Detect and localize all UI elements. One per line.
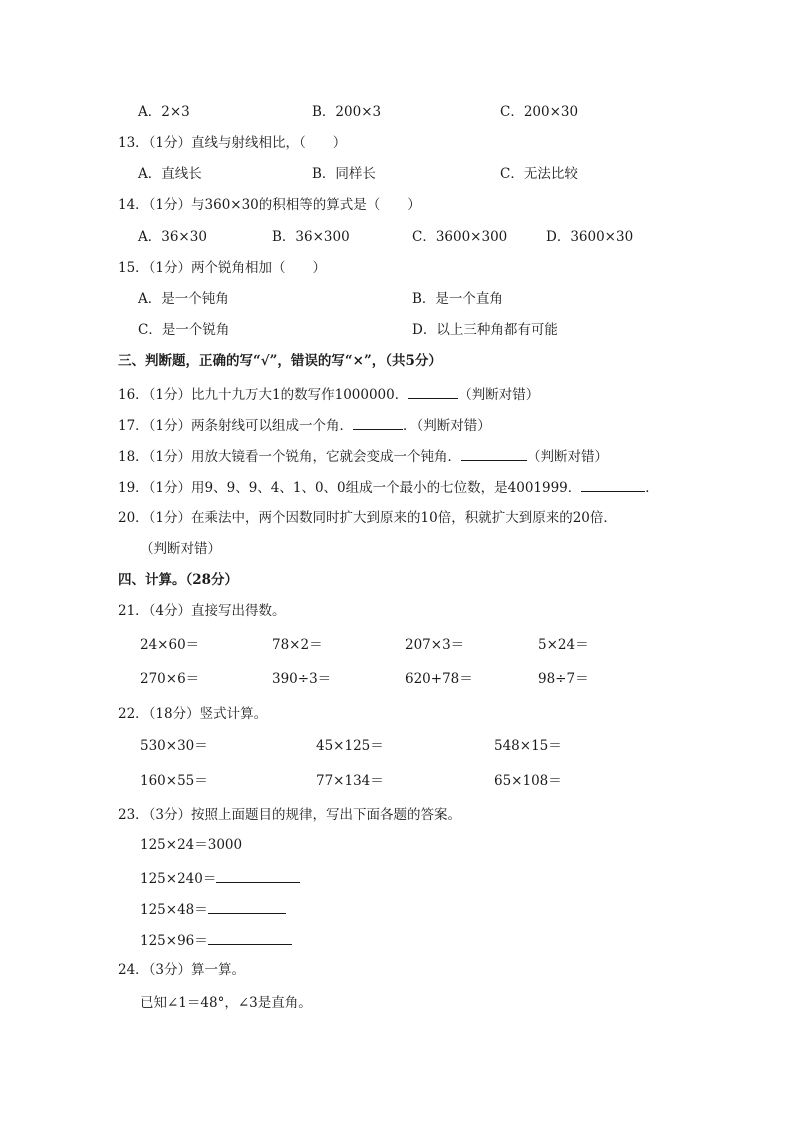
q17-answer-blank[interactable] [353,415,403,430]
section-4-heading: 四、计算。（28分） [118,572,239,588]
q21-item: 270×6＝ [140,671,200,687]
section-3-heading: 三、判断题，正确的写“√”，错误的写“×”，（共5分） [118,353,442,369]
q12-option-a: A．2×3 [138,104,190,120]
q15-stem: 15．（1分）两个锐角相加（ ） [118,260,327,276]
q16-text: 16．（1分）比九十九万大1的数写作1000000． [118,387,409,403]
q20-line-1: 20．（1分）在乘法中，两个因数同时扩大到原来的10倍，积就扩大到原来的20倍． [118,510,617,526]
q16 [118,384,539,404]
q13-option-b: B．同样长 [312,166,376,182]
q21-item: 207×3＝ [405,637,465,653]
q23-item-2 [140,899,286,919]
q18-answer-blank[interactable] [461,446,527,461]
q18-text: 18．（1分）用放大镜看一个锐角，它就会变成一个钝角． [118,449,462,465]
q21-item: 390÷3＝ [272,671,332,687]
q21-item: 5×24＝ [538,637,589,653]
q18 [118,446,608,466]
q19-text: 19．（1分）用9、9、9、4、1、0、0组成一个最小的七位数，是4001999． [118,480,582,496]
q21-item: 98÷7＝ [538,671,589,687]
q16-answer-blank[interactable] [408,384,458,399]
q12-option-c: C．200×30 [500,104,579,120]
q17-text: 17．（1分）两条射线可以组成一个角． [118,418,354,434]
q13-option-a: A．直线长 [138,166,202,182]
q22-item: 548×15＝ [494,738,562,754]
q17 [118,415,491,435]
q20-line-2: （判断对错） [140,541,221,557]
q18-suffix: （判断对错） [527,449,609,465]
q21-item: 24×60＝ [140,637,200,653]
q13-option-c: C．无法比较 [500,166,578,182]
q19-suffix: ． [645,480,659,496]
q23-example: 125×24＝3000 [140,837,243,853]
q22-item: 77×134＝ [316,773,384,789]
q14-option-a: A．36×30 [138,229,207,245]
q16-suffix: （判断对错） [458,387,540,403]
q23-item-text: 125×96＝ [140,933,208,949]
q22-item: 45×125＝ [316,738,384,754]
q23-item-1 [140,868,300,888]
q24-given: 已知∠1＝48°，∠3是直角。 [140,995,312,1011]
q14-option-d: D．3600×30 [546,229,634,245]
q22-item: 530×30＝ [140,738,208,754]
q19 [118,477,659,497]
q23-answer-blank[interactable] [208,930,292,945]
q21-stem: 21．（4分）直接写出得数。 [118,603,286,619]
q15-option-c: C．是一个锐角 [138,322,230,338]
q15-option-b: B．是一个直角 [412,291,503,307]
q23-answer-blank[interactable] [216,868,300,883]
q22-item: 160×55＝ [140,773,208,789]
q13-stem: 13．（1分）直线与射线相比，（ ） [118,135,347,151]
q14-option-c: C．3600×300 [412,229,508,245]
q15-option-d: D．以上三种角都有可能 [412,322,558,338]
q12-option-b: B．200×3 [312,104,382,120]
q21-item: 78×2＝ [272,637,323,653]
q19-answer-blank[interactable] [581,477,645,492]
q14-stem: 14．（1分）与360×30的积相等的算式是（ ） [118,197,421,213]
q14-option-b: B．36×300 [272,229,350,245]
q22-item: 65×108＝ [494,773,562,789]
q22-stem: 22．（18分）竖式计算。 [118,706,268,722]
q23-item-text: 125×240＝ [140,871,217,887]
q15-option-a: A．是一个钝角 [138,291,229,307]
q23-stem: 23．（3分）按照上面题目的规律，写出下面各题的答案。 [118,807,462,823]
q21-item: 620+78＝ [405,671,473,687]
q17-suffix: ．（判断对错） [403,418,491,434]
q24-stem: 24．（3分）算一算。 [118,962,246,978]
q23-item-3 [140,930,292,950]
q23-item-text: 125×48＝ [140,902,208,918]
q23-answer-blank[interactable] [208,899,286,914]
